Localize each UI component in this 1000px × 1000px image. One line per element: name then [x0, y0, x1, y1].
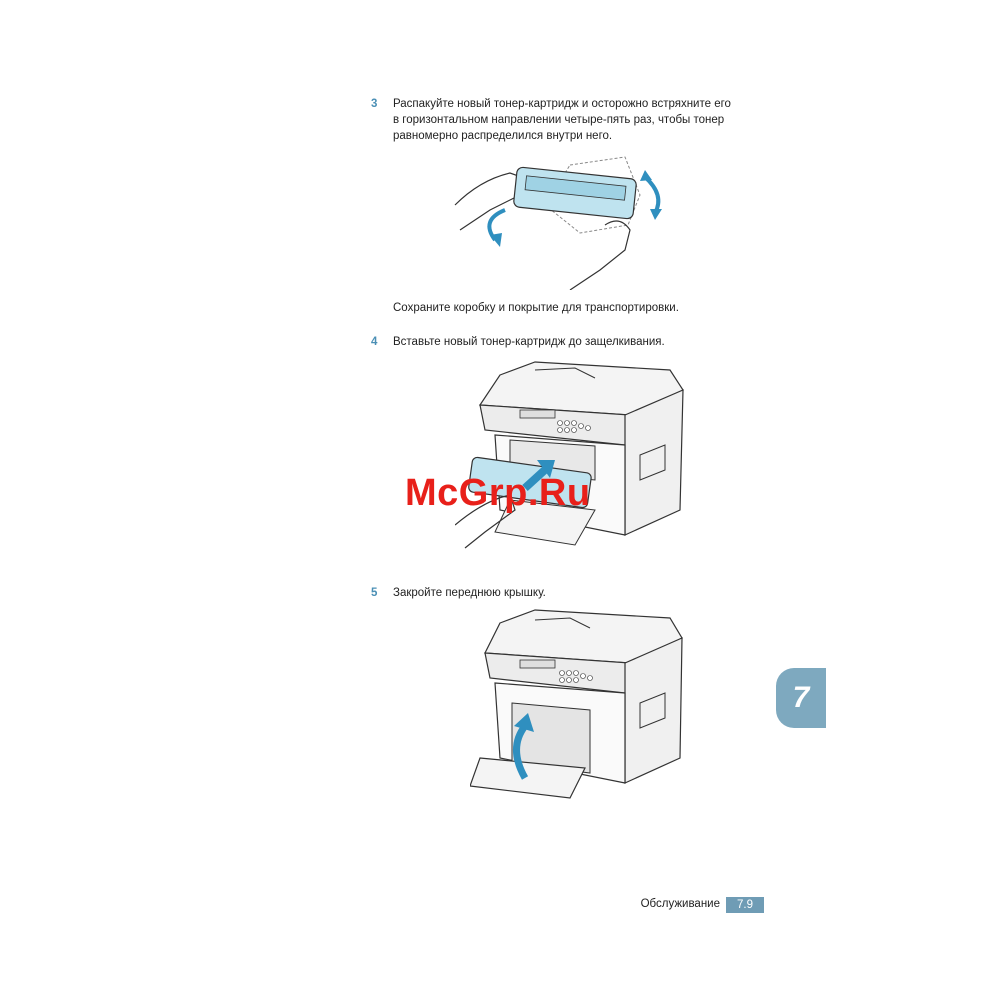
step-text: Закройте переднюю крышку. [393, 587, 546, 599]
shake-cartridge-illustration [450, 155, 670, 290]
chapter-tab: 7 [776, 668, 826, 728]
step-number: 4 [371, 336, 378, 348]
page-footer [600, 897, 764, 914]
step-text: Вставьте новый тонер-картридж до защелкивания. [393, 336, 665, 348]
note-text: Сохраните коробку и покрытие для транспортировки. [393, 302, 679, 314]
step-number: 3 [371, 98, 378, 110]
step-number: 5 [371, 587, 378, 599]
step-text: Распакуйте новый тонер-картридж и осторожно встряхните его в горизонтальном направлении четыре-пять раз, чтобы тонер равномерно распределился внутри него. [393, 98, 731, 142]
page-number: 7.9 [726, 897, 764, 913]
close-cover-illustration [470, 608, 685, 803]
footer-section-title: Обслуживание [640, 898, 720, 910]
watermark: McGrp.Ru [405, 472, 591, 514]
insert-cartridge-illustration [455, 360, 690, 550]
